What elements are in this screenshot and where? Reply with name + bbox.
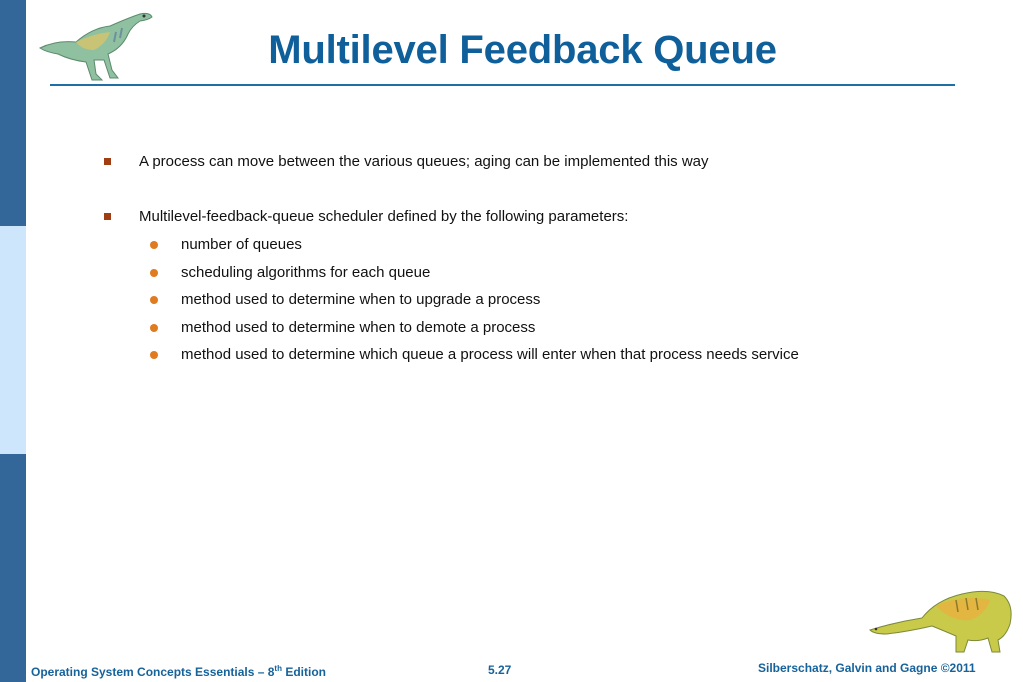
title-divider bbox=[50, 84, 955, 86]
dinosaur-drinking-icon bbox=[866, 584, 1016, 656]
bullet-text: A process can move between the various queues; aging can be implemented this way bbox=[139, 153, 709, 170]
round-bullet-icon bbox=[150, 324, 158, 332]
sub-bullet-text: method used to determine which queue a process will enter when that process needs service bbox=[181, 346, 799, 363]
sub-bullet-text: method used to determine when to demote a process bbox=[181, 319, 536, 336]
sidebar-dark-bottom bbox=[0, 454, 26, 682]
slide-title: Multilevel Feedback Queue bbox=[268, 28, 777, 72]
bullet-text: Multilevel-feedback-queue scheduler defined by the following parameters: bbox=[139, 208, 629, 225]
sub-bullet-text: scheduling algorithms for each queue bbox=[181, 264, 431, 281]
square-bullet-icon bbox=[104, 158, 111, 165]
sub-bullet-text: number of queues bbox=[181, 236, 302, 253]
round-bullet-icon bbox=[150, 351, 158, 359]
footer-book-title: Operating System Concepts Essentials – 8th Edition bbox=[31, 664, 326, 679]
sub-bullet-text: method used to determine when to upgrade a process bbox=[181, 291, 541, 308]
round-bullet-icon bbox=[150, 241, 158, 249]
sidebar-dark-top bbox=[0, 0, 26, 226]
square-bullet-icon bbox=[104, 213, 111, 220]
round-bullet-icon bbox=[150, 269, 158, 277]
footer-authors: Silberschatz, Galvin and Gagne ©2011 bbox=[758, 661, 976, 675]
sidebar-light-middle bbox=[0, 226, 26, 454]
round-bullet-icon bbox=[150, 296, 158, 304]
slide-number: 5.27 bbox=[488, 663, 512, 677]
